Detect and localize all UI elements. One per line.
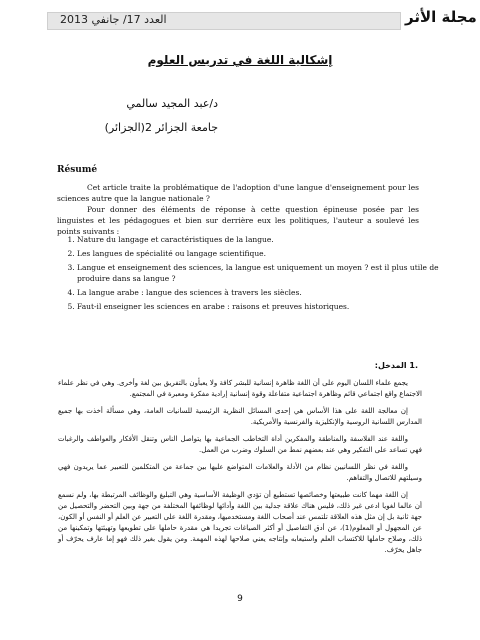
list-item: 2. Les langues de spécialité ou langage scientifique. <box>77 248 439 259</box>
author-affiliation: جامعة الجزائر 2(الجزائر) <box>104 121 218 134</box>
list-item: 1. Nature du langage et caractéristiques de la langue. <box>77 234 439 245</box>
page-number: 9 <box>237 594 243 604</box>
body-paragraph: واللغة في نظر اللسانيين نظام من الأدلة والعلامات المتواضع عليها بين جماعة من المتكلمين للتعبير عما يريدون فهي وسيلتهم للاتصال والتفاهم. <box>58 463 422 482</box>
resume-paragraph: Cet article traite la problématique de l'adoption d'une langue d'enseignement pour les sciences autre que la langue nationale ? <box>57 183 419 203</box>
list-item: 4. La langue arabe : langue des sciences à travers les siècles. <box>77 287 439 298</box>
resume-heading: Résumé <box>57 165 98 175</box>
resume-paragraph: Pour donner des éléments de réponse à cette question épineuse posée par les linguistes et les pédagogues et bien sur derrière eux les politiques, l'auteur a soulevé les points suivants : <box>57 205 419 236</box>
body-paragraph: يجمع علماء اللسان اليوم على أن اللغة ظاهرة إنسانية للبشر كافة ولا يعبأون بالتفريق بين لغة وأخرى. وهي في نظر علماء الاجتماع واقع اجتماعي قائم وظاهرة اجتماعية متفاعلة وقوة إنسانية إرادية مفكرة ومعبرة في المجتمع. <box>58 379 422 398</box>
body-paragraph: إن اللغة مهما كانت طبيعتها وخصائصها تستطيع أن تؤدي الوظيفة الأساسية وهي التبليغ والوظائف المرتبطة بها، ولم نسمع أن عالما لغويا ادعى غير ذلك، فليس هناك علاقة جدلية بين اللغة وأدائها لوظائفها المختلفة من جهة وبين التحضر والتحصيل من جهة ثانية بل إن مثل هذه العلاقة تلتمس عند أصحاب اللغة ومستخدميها، ومقدرة اللغة على التعبير عن العلم أو النفس أو الكون، عن المجهول أو المعلوم(1)، عن أدق التفاصيل أو أكثر الصياغات تجريدا هي مقدرة حاملها على تطويعها وتهيئتها وتمكينها من ذلك، وصلاح حاملها للاكتساب العلم واستيعابه وإنتاجه يعني صلاحها لهذه المهمة. ومن يقول بغير ذلك فهو إما عارف يحرّف أو جاهل يخرّف. <box>58 491 422 554</box>
body-paragraph: إن معالجة اللغة على هذا الأساس هي إحدى المسائل النظرية الرئيسية للسانيات العامة، وهي مسألة أخذت بها جميع المدارس اللسانية الروسية والإنكليزية والفرنسية والأمريكية. <box>58 407 422 426</box>
body-paragraph: واللغة عند الفلاسفة والمناطقة والمفكرين أداة التخاطب الجماعية بها يتواصل الناس وتنقل الأفكار والعواطف والرغبات فهي تساعد على التفكير وهي عند بعضهم نمط من السلوك وضرب من العمل. <box>58 435 422 454</box>
article-title: إشكالية اللغة في تدريس العلوم <box>147 53 333 67</box>
list-item: 3. Langue et enseignement des sciences, la langue est uniquement un moyen ? est il plus utile de produire dans sa langue ? <box>77 262 439 284</box>
author-name: د/عبد المجيد سالمي <box>126 97 218 110</box>
issue-label: العدد 17/ جانفي 2013 <box>60 13 167 26</box>
resume-points-list <box>57 234 439 315</box>
journal-logo: مجلة الأثر <box>405 8 477 26</box>
list-item: 5. Faut-il enseigner les sciences en arabe : raisons et preuves historiques. <box>77 301 439 312</box>
section-body <box>58 378 422 562</box>
section-heading: .1 المدخل: <box>374 361 418 370</box>
resume-body <box>57 182 419 237</box>
